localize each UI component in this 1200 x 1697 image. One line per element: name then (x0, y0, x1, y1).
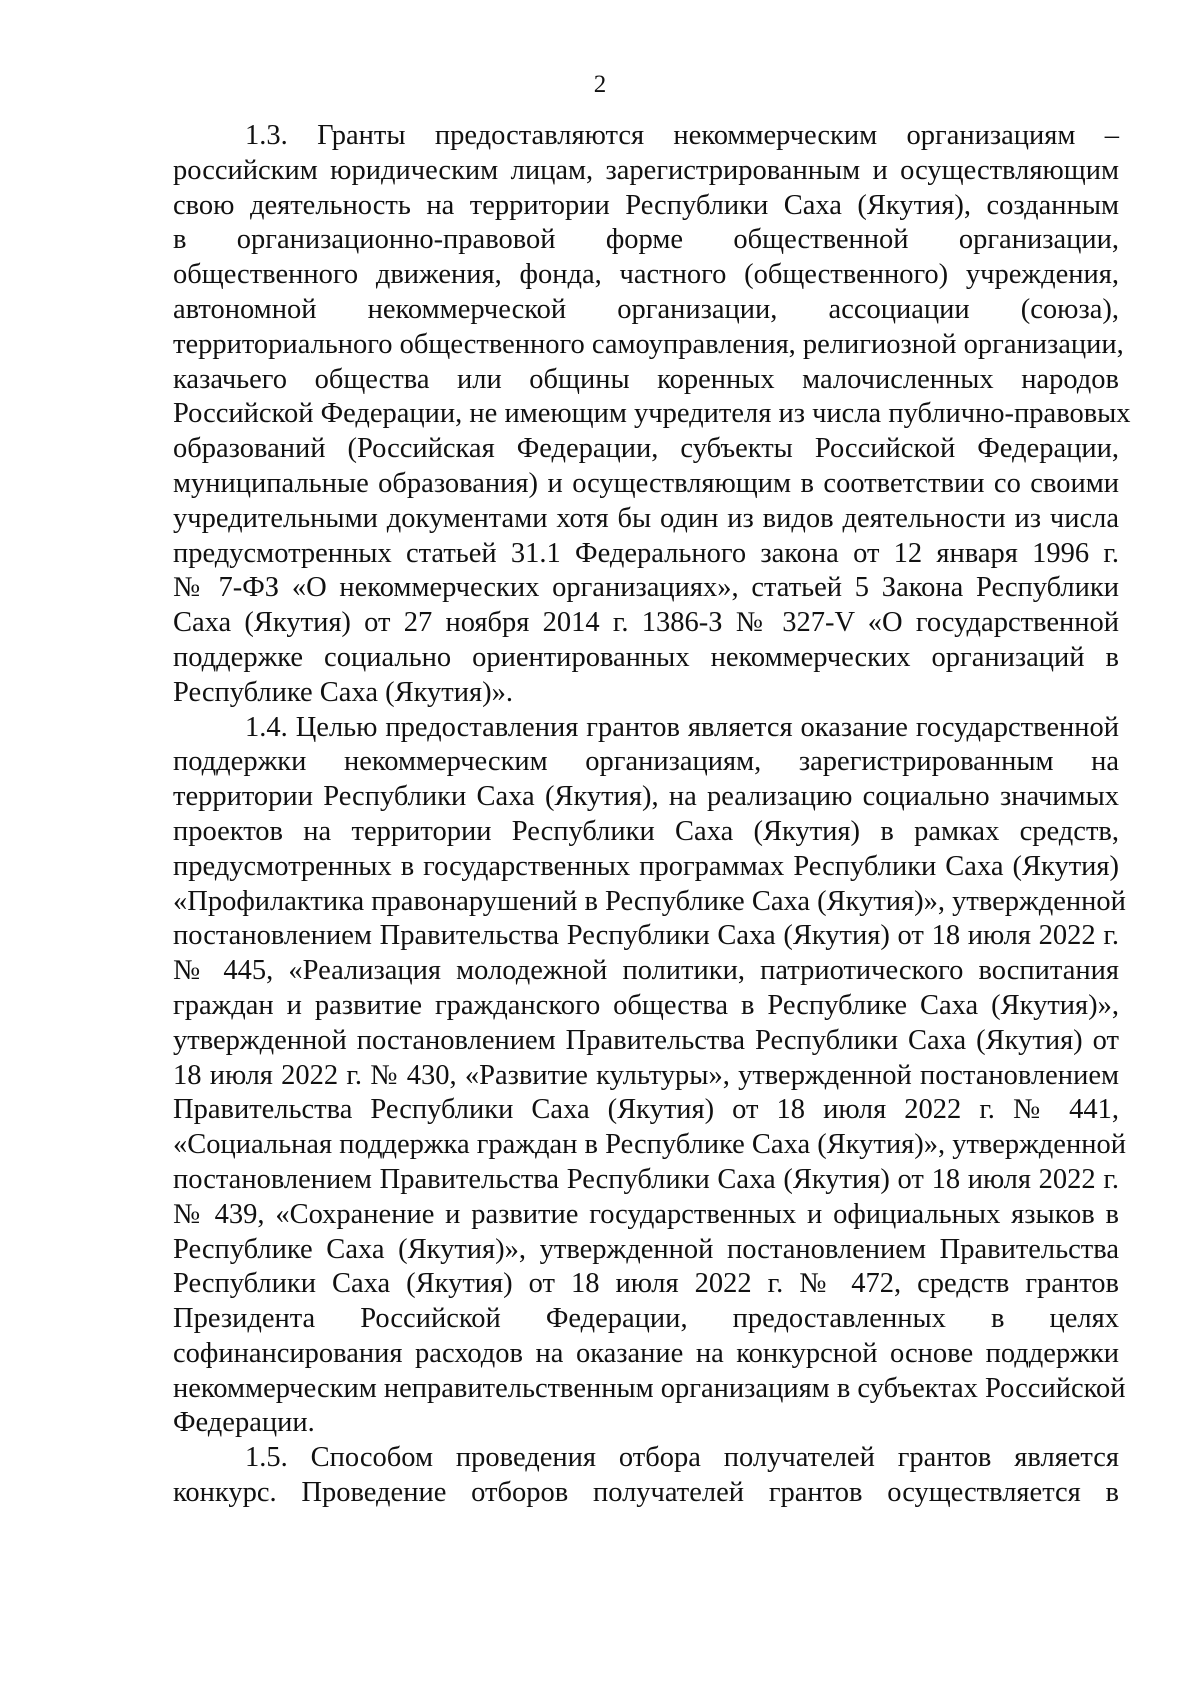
text-line: утвержденной постановлением Правительства Республики Саха (Якутия) от (173, 1024, 1119, 1056)
text-line: постановлением Правительства Республики Саха (Якутия) от 18 июля 2022 г. (173, 920, 1119, 952)
text-line: российским юридическим лицам, зарегистрированным и осуществляющим (173, 154, 1119, 186)
text-line: конкурс. Проведение отборов получателей грантов осуществляется в (173, 1477, 1119, 1509)
paragraph-1-3 (173, 119, 1131, 711)
text-line: свою деятельность на территории Республики Саха (Якутия), созданным (173, 189, 1119, 221)
text-line: автономной некоммерческой организации, ассоциации (союза), (173, 293, 1119, 325)
text-line: образований (Российская Федерации, субъекты Российской Федерации, (173, 433, 1119, 465)
text-line: территориального общественного самоуправления, религиозной организации, (173, 328, 1124, 360)
text-line: 1.3. Гранты предоставляются некоммерческим организациям – (245, 120, 1119, 151)
text-line: софинансирования расходов на оказание на конкурсной основе поддержки (173, 1337, 1119, 1369)
text-line: Республики Саха (Якутия) от 18 июля 2022 г. № 472, средств грантов (173, 1268, 1119, 1300)
text-line: постановлением Правительства Республики Саха (Якутия) от 18 июля 2022 г. (173, 1163, 1119, 1195)
text-line: 1.5. Способом проведения отбора получателей грантов является (245, 1442, 1119, 1474)
text-line: Саха (Якутия) от 27 ноября 2014 г. 1386-З № 327-V «О государственной (173, 607, 1119, 639)
paragraph-1-5 (173, 1441, 1119, 1511)
text-line: территории Республики Саха (Якутия), на реализацию социально значимых (173, 781, 1119, 813)
text-line: муниципальные образования) и осуществляющим в соответствии со своими (173, 467, 1119, 499)
text-line: 1.4. Целью предоставления грантов является оказание государственной (245, 711, 1119, 743)
paragraph-1-4 (173, 711, 1126, 1442)
text-line: казачьего общества или общины коренных малочисленных народов (173, 363, 1119, 395)
text-line: граждан и развитие гражданского общества в Республике Саха (Якутия)», (173, 989, 1119, 1021)
text-line: Республике Саха (Якутия)», утвержденной постановлением Правительства (173, 1233, 1119, 1265)
text-line: № 439, «Сохранение и развитие государственных и официальных языков в (173, 1198, 1119, 1230)
text-line: предусмотренных статьей 31.1 Федерального закона от 12 января 1996 г. (173, 537, 1119, 569)
text-line: «Профилактика правонарушений в Республике Саха (Якутия)», утвержденной (173, 885, 1126, 917)
text-line: предусмотренных в государственных программах Республики Саха (Якутия) (173, 850, 1119, 882)
text-line: общественного движения, фонда, частного (общественного) учреждения, (173, 259, 1119, 291)
text-line: Федерации. (173, 1407, 315, 1439)
text-line: № 7-ФЗ «О некоммерческих организациях», статьей 5 Закона Республики (173, 572, 1119, 604)
text-line: Правительства Республики Саха (Якутия) от 18 июля 2022 г. № 441, (173, 1094, 1119, 1126)
text-line: некоммерческим неправительственным организациям в субъектах Российской (173, 1372, 1126, 1404)
text-line: «Социальная поддержка граждан в Республике Саха (Якутия)», утвержденной (173, 1129, 1126, 1161)
text-line: поддержке социально ориентированных некоммерческих организаций в (173, 641, 1119, 673)
text-line: 18 июля 2022 г. № 430, «Развитие культуры», утвержденной постановлением (173, 1059, 1119, 1091)
text-line: Республике Саха (Якутия)». (173, 676, 513, 708)
page-number: 2 (593, 71, 607, 98)
text-line: проектов на территории Республики Саха (Якутия) в рамках средств, (173, 815, 1119, 847)
text-line: Российской Федерации, не имеющим учредителя из числа публично-правовых (173, 398, 1131, 430)
text-line: Президента Российской Федерации, предоставленных в целях (173, 1303, 1119, 1335)
text-line: в организационно-правовой форме общественной организации, (173, 224, 1119, 256)
text-line: учредительными документами хотя бы один из видов деятельности из числа (173, 502, 1119, 534)
text-line: поддержки некоммерческим организациям, зарегистрированным на (173, 746, 1119, 778)
document-body (173, 119, 1131, 1511)
text-line: № 445, «Реализация молодежной политики, патриотического воспитания (173, 955, 1119, 987)
